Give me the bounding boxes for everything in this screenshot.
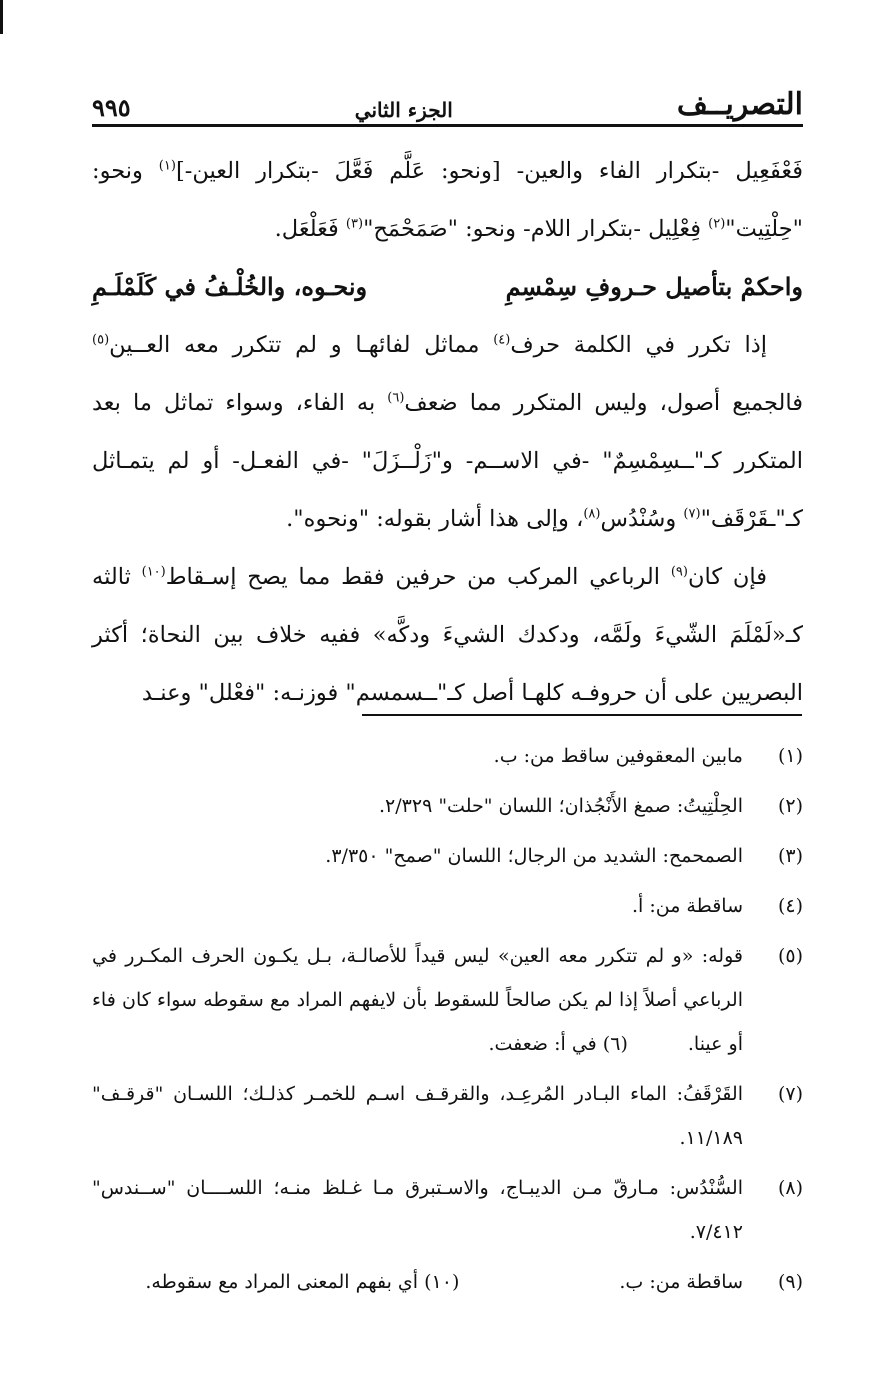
running-title: التصريــف bbox=[676, 87, 803, 122]
footnote-9: (٩) ساقطة من: ب.(١٠) أي بفهم المعنى المراد مع سقوطه. bbox=[92, 1260, 803, 1304]
footnote-rule bbox=[362, 714, 802, 716]
paragraph-1: فَعْفَعِيل -بتكرار الفاء والعين- [ونحو: عَلَّم فَعَّلَ -بتكرار العين-]$^{(١)}$ ونحو: "حِلْتِيت"$^{(٢)}$ فِعْلِيل -بتكرار اللام- ونحو: "صَمَحْمَح"$^{(٣)}$ فَعَلْعَل. bbox=[92, 158, 803, 242]
header-rule bbox=[92, 124, 803, 127]
paragraph-2: إذا تكرر في الكلمة حرف$^{(٤)}$ مماثل لفائهـا و لم تتكرر معه العــين$^{(٥)}$ فالجميع أصول، وليس المتكرر مما ضعف$^{(٦)}$ به الفاء، وسواء تماثل ما بعد المتكرر كـ"ــسِمْسِمٌ" -في الاســم- و"زَلْــزَلَ" -في الفعـل- أو لم يتمـاثل كـ"ـقَرْقَف"$^{(٧)}$ وسُنْدُس$^{(٨)}$، وإلى هذا أشار بقوله: "ونحوه". bbox=[92, 332, 803, 532]
verse-hemistich-2: ونحـوه، والخُلْـفُ في كَلَمْلَـمِ bbox=[92, 272, 368, 301]
footnote-8: (٨) السُّنْدُس: مـارقّ مـن الديبـاج، والاسـتبرق مـا غـلظ منـه؛ اللســــان "ســندس" ٧/٤١٢. bbox=[92, 1177, 803, 1243]
footnote-7: (٧) القَرْقَفُ: الماء البـادر المُرعِـد، والقرقـف اسـم للخمـر كذلـك؛ اللسـان "قرقـف" ١١/١٨٩. bbox=[92, 1083, 803, 1149]
paragraph-3: فإن كان$^{(٩)}$ الرباعي المركب من حرفين فقط مما يصح إسـقاط$^{(١٠)}$ ثالثه كـ«لَمْلَمَ الشّيءَ ولَمَّه، ودكدك الشيءَ ودكَّه» ففيه خلاف بين النحاة؛ أكثر البصريين على أن حروفـه كلهـا أصل كـ"ــسمسم" فوزنـه: "فعْلل" وعنـد bbox=[92, 564, 803, 706]
footnote-2: (٢) الحِلْتِيتُ: صمغ الأَنْجُذان؛ اللسان "حلت" ٢/٣٢٩. bbox=[379, 795, 803, 817]
footnote-6: (٦) في أ: ضعفت. bbox=[488, 1033, 628, 1055]
footnotes bbox=[92, 734, 803, 1310]
footnote-3: (٣) الصمحمح: الشديد من الرجال؛ اللسان "صمح" ٣/٣٥٠. bbox=[325, 845, 803, 867]
verse-hemistich-1: واحكمْ بتأصيل حـروفِ سِمْسِمِ bbox=[505, 272, 803, 301]
page-header bbox=[92, 78, 803, 122]
volume-part: الجزء الثاني bbox=[354, 98, 453, 122]
footnote-1: (١) مابين المعقوفين ساقط من: ب. bbox=[493, 745, 803, 767]
corner-mark bbox=[0, 0, 3, 34]
page-number: ٩٩٥ bbox=[92, 93, 131, 122]
footnote-5: (٥) قوله: «و لم تتكرر معه العين» ليس قيداً للأصالـة، بـل يكـون الحرف المكـرر في الرباعي أصلاً إذا لم يكن صالحاً للسقوط بأن لايفهم المراد مع سقوطه سواء كان فاء أو عينا.(٦) في أ: ضعفت. bbox=[92, 934, 803, 1066]
main-text bbox=[92, 142, 803, 722]
footnote-4: (٤) ساقطة من: أ. bbox=[631, 895, 803, 917]
footnote-10: (١٠) أي بفهم المعنى المراد مع سقوطه. bbox=[145, 1271, 460, 1293]
verse-line bbox=[92, 258, 803, 316]
